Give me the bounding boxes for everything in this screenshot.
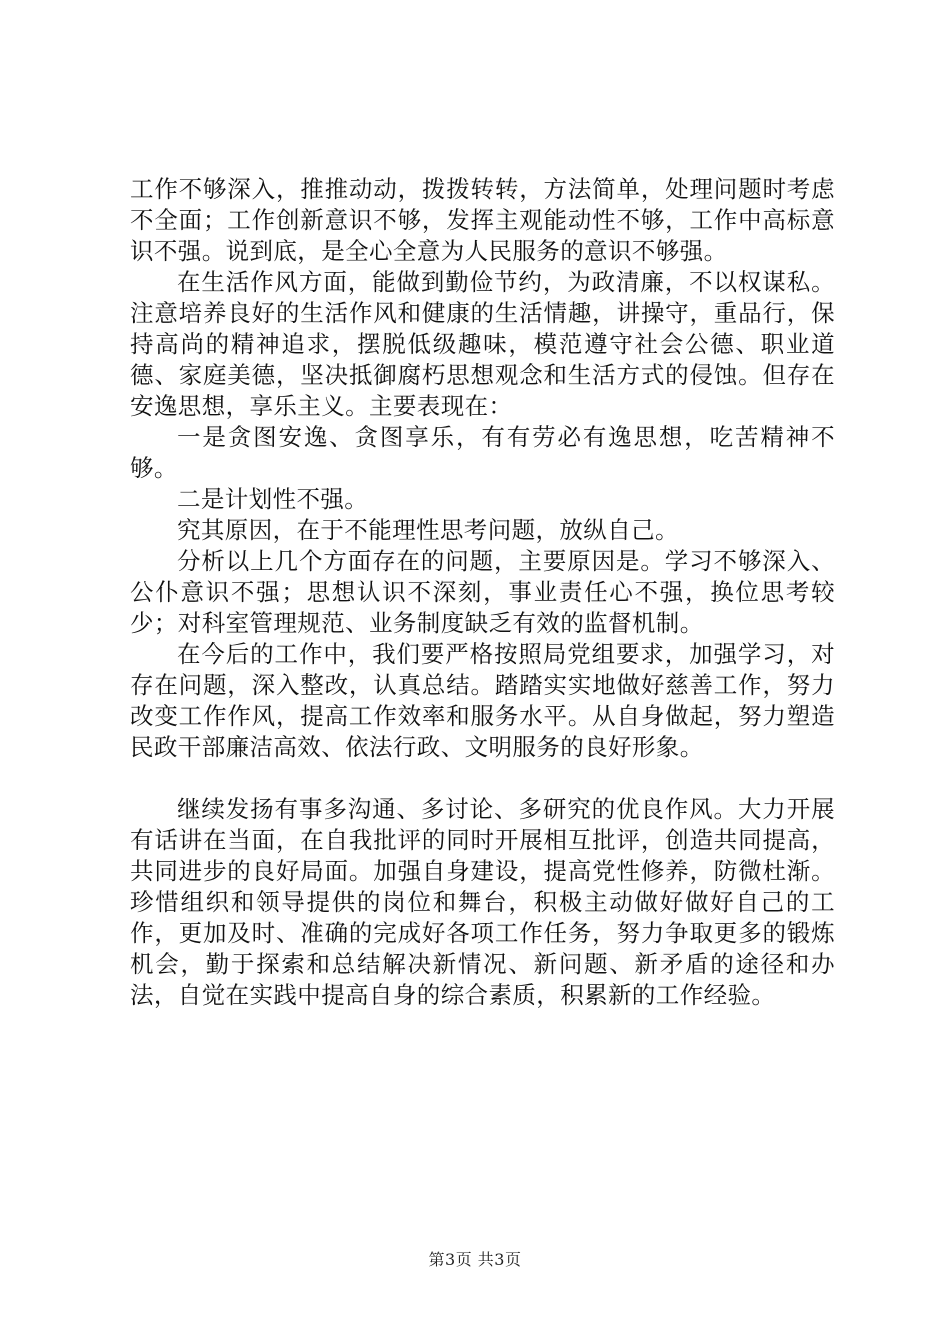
page-footer xyxy=(0,1250,950,1270)
page-number-label: 第3页 共3页 xyxy=(428,1250,522,1269)
paragraph-2: 在生活作风方面，能做到勤俭节约，为政清廉，不以权谋私。注意培养良好的生活作风和健康的生活情趣，讲操守，重品行，保持高尚的精神追求，摆脱低级趣味，模范遵守社会公德、职业道德、家庭美德，坚决抵御腐朽思想观念和生活方式的侵蚀。但存在安逸思想，享乐主义。主要表现在： xyxy=(130,268,835,420)
paragraph-3: 一是贪图安逸、贪图享乐，有有劳必有逸思想，吃苦精神不够。 xyxy=(130,423,835,482)
paragraph-5: 究其原因，在于不能理性思考问题，放纵自己。 xyxy=(177,516,679,544)
paragraph-7: 在今后的工作中，我们要严格按照局党组要求，加强学习，对存在问题，深入整改，认真总结。踏踏实实地做好慈善工作，努力改变工作作风，提高工作效率和服务水平。从自身做起，努力塑造民政干部廉洁高效、依法行政、文明服务的良好形象。 xyxy=(130,640,835,761)
document-body xyxy=(130,174,835,1011)
paragraph-1: 工作不够深入，推推动动，拨拨转转，方法简单，处理问题时考虑不全面；工作创新意识不够，发挥主观能动性不够，工作中高标意识不强。说到底，是全心全意为人民服务的意识不够强。 xyxy=(130,175,835,265)
paragraph-4: 二是计划性不强。 xyxy=(177,485,369,513)
paragraph-6: 分析以上几个方面存在的问题，主要原因是。学习不够深入、公仆意识不强；思想认识不深刻，事业责任心不强，换位思考较少；对科室管理规范、业务制度缺乏有效的监督机制。 xyxy=(130,547,835,637)
paragraph-8: 继续发扬有事多沟通、多讨论、多研究的优良作风。大力开展有话讲在当面，在自我批评的同时开展相互批评，创造共同提高，共同进步的良好局面。加强自身建设，提高党性修养，防微杜渐。珍惜组织和领导提供的岗位和舞台，积极主动做好做好自己的工作，更加及时、准确的完成好各项工作任务，努力争取更多的锻炼机会，勤于探索和总结解决新情况、新问题、新矛盾的途径和办法，自觉在实践中提高自身的综合素质，积累新的工作经验。 xyxy=(130,795,835,1009)
